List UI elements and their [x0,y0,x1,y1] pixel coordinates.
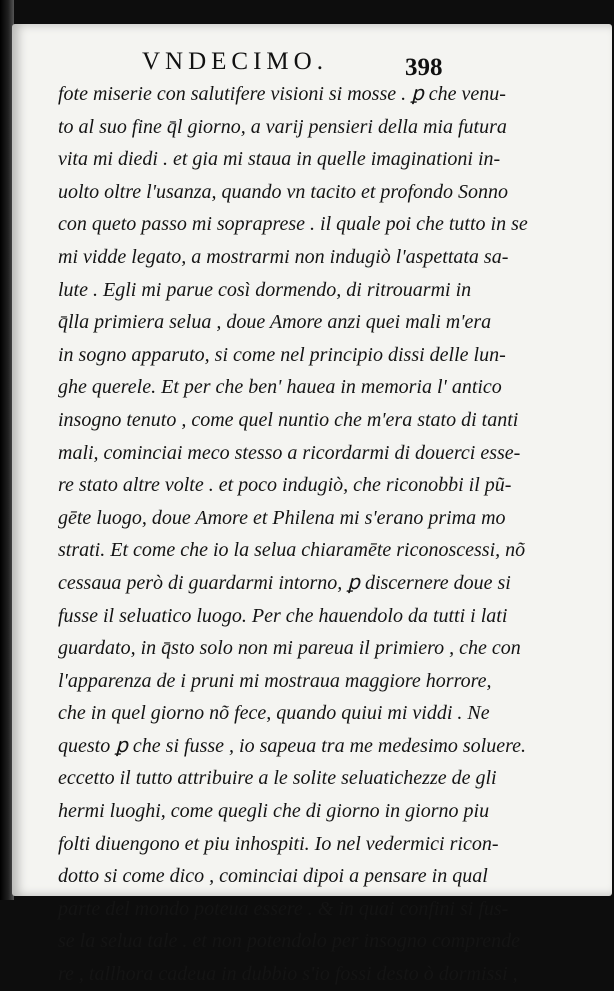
running-head: VNDECIMO. [142,48,328,75]
text-line: parte del mondo poteua essere . & in quai confini si fus- [58,897,509,920]
text-line: lute . Egli mi parue così dormendo, di ritrouarmi in [58,278,472,301]
text-line: ghe querele. Et per che ben' hauea in memoria l' antico [58,376,502,399]
text-line: folti diuengono et piu inhospiti. Io nel vedermici ricon- [58,832,499,855]
book-page [12,24,612,986]
text-line: re , tallhora cadeua in dubbio s'io fossi desto ò dormissi , [58,963,518,986]
text-line: hermi luoghi, come quegli che di giorno in giorno piu [58,800,490,823]
text-line: fusse il seluatico luogo. Per che hauendolo da tutti i lati [58,604,508,627]
text-line: q̄lla primiera selua , doue Amore anzi quei mali m'era [58,311,492,334]
text-line: che in quel giorno nõ fece, quando quiui mi viddi . Ne [58,702,490,725]
text-line: vita mi diedi . et gia mi staua in quelle imaginationi in- [58,148,501,171]
text-line: eccetto il tutto attribuire a le solite seluatichezze de gli [58,767,497,790]
text-line: re stato altre volte . et poco indugiò, che riconobbi il pũ- [58,474,512,497]
text-line: mali, cominciai meco stesso a ricordarmi di douerci esse- [58,441,521,464]
body-text [58,78,538,991]
text-line: strati. Et come che io la selua chiaramēte riconoscessi, nõ [58,539,526,562]
text-line: to al suo fine q̄l giorno, a varij pensieri della mia futura [58,115,507,138]
text-line: fote miserie con salutifere visioni si mosse . ꝑ che venu- [58,83,506,105]
text-line: in sogno apparuto, si come nel principio dissi delle lun- [58,343,506,366]
text-line: insogno tenuto , come quel nuntio che m'era stato di tanti [58,408,519,431]
text-line: l'apparenza de i pruni mi mostraua maggiore horrore, [58,669,492,692]
text-line: dotto si come dico , cominciai dipoi a pensare in qual [58,865,488,888]
text-line: cessaua però di guardarmi intorno, ꝑ discernere doue si [58,571,511,594]
text-line: guardato, in q̄sto solo non mi pareua il primiero , che con [58,637,521,660]
text-line: questo ꝑ che si fusse , io sapeua tra me medesimo soluere. [58,734,526,757]
page-number: 398 [405,54,443,81]
text-line: gēte luogo, doue Amore et Philena mi s'erano prima mo [58,506,506,529]
text-line: se la selua tale . et non potendolo per insogno comprende [58,930,520,953]
text-line: mi vidde legato, a mostrarmi non indugiò l'aspettata sa- [58,245,509,268]
text-line: con queto passo mi sopraprese . il quale poi che tutto in se [58,213,528,236]
text-line: uolto oltre l'usanza, quando vn tacito et profondo Sonno [58,180,508,203]
